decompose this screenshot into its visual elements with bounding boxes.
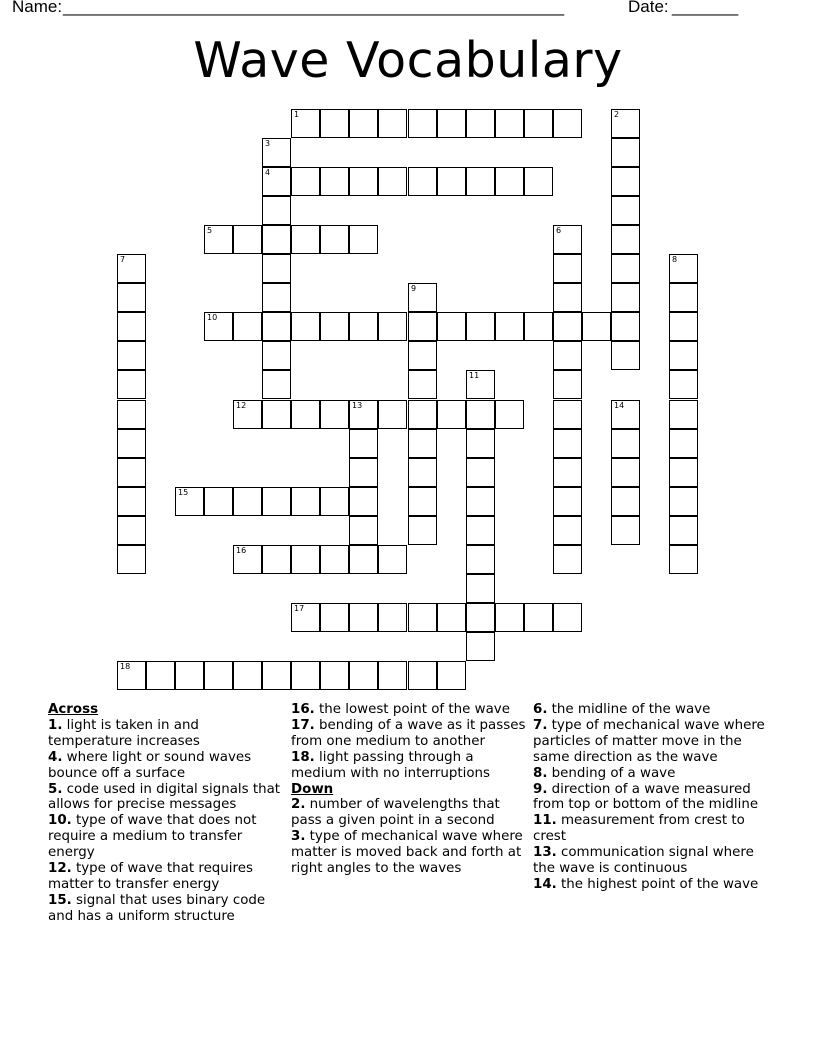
crossword-cell[interactable] [466,109,495,138]
crossword-cell[interactable] [262,312,291,341]
crossword-cell[interactable] [291,225,320,254]
down-heading: Down [291,781,334,797]
crossword-cell[interactable] [553,487,582,516]
clue-number: 11 [469,371,480,380]
crossword-cell[interactable] [408,109,437,138]
crossword-cell[interactable] [466,574,495,603]
crossword-cell[interactable] [524,312,553,341]
crossword-cell[interactable] [553,254,582,283]
clue-number: 12 [236,401,247,410]
crossword-cell[interactable] [378,109,407,138]
clue-across-12: 12. type of wave that requires matter to transfer energy [48,861,253,892]
crossword-cell[interactable] [408,283,437,312]
crossword-cell[interactable] [291,109,320,138]
crossword-cell[interactable] [466,167,495,196]
clues-column-3 [533,702,778,893]
crossword-cell[interactable] [320,109,349,138]
crossword-cell[interactable] [466,487,495,516]
crossword-cell[interactable] [553,312,582,341]
crossword-cell[interactable] [291,487,320,516]
clue-number: 9 [411,284,417,293]
crossword-cell[interactable] [553,458,582,487]
crossword-cell[interactable] [524,603,553,632]
clue-across-17: 17. bending of a wave as it passes from one medium to another [291,717,526,749]
crossword-cell[interactable] [611,487,640,516]
crossword-cell[interactable] [117,429,146,458]
crossword-cell[interactable] [378,603,407,632]
crossword-cell[interactable] [611,312,640,341]
crossword-cell[interactable] [117,254,146,283]
clue-number: 10 [207,313,218,322]
crossword-cell[interactable] [466,603,495,632]
crossword-cell[interactable] [611,341,640,370]
crossword-cell[interactable] [146,661,175,690]
crossword-cell[interactable] [495,603,524,632]
crossword-cell[interactable] [320,545,349,574]
crossword-cell[interactable] [437,400,466,429]
clue-down-2: 2. number of wavelengths that pass a given point in a second [291,797,500,829]
clue-down-3: 3. type of mechanical wave where matter is moved back and forth at right angles to the waves [291,829,523,877]
crossword-cell[interactable] [611,283,640,312]
crossword-cell[interactable] [262,341,291,370]
crossword-cell[interactable] [437,109,466,138]
crossword-cell[interactable] [262,661,291,690]
clue-across-18: 18. light passing through a medium with no interruptions [291,749,490,781]
crossword-cell[interactable] [349,545,378,574]
crossword-cell[interactable] [408,603,437,632]
crossword-cell[interactable] [378,545,407,574]
crossword-cell[interactable] [262,487,291,516]
crossword-cell[interactable] [408,458,437,487]
crossword-cell[interactable] [320,400,349,429]
clue-across-4: 4. where light or sound waves bounce off a surface [48,749,252,781]
crossword-cell[interactable] [408,312,437,341]
crossword-cell[interactable] [437,661,466,690]
crossword-cell[interactable] [233,225,262,254]
crossword-cell[interactable] [117,400,146,429]
clue-number: 17 [294,604,305,613]
clue-across-16: 16. the lowest point of the wave [291,702,510,717]
crossword-cell[interactable] [262,400,291,429]
name-label: Name: [12,0,63,16]
crossword-cell[interactable] [378,312,407,341]
crossword-cell[interactable] [349,429,378,458]
crossword-cell[interactable] [117,661,146,690]
crossword-cell[interactable] [378,661,407,690]
crossword-cell[interactable] [466,545,495,574]
clue-down-6: 6. the midline of the wave [533,702,711,717]
crossword-cell[interactable] [611,516,640,545]
crossword-cell[interactable] [291,400,320,429]
crossword-cell[interactable] [262,138,291,167]
crossword-cell[interactable] [408,167,437,196]
crossword-cell[interactable] [408,661,437,690]
crossword-cell[interactable] [524,109,553,138]
crossword-cell[interactable] [320,487,349,516]
crossword-cell[interactable] [262,545,291,574]
crossword-cell[interactable] [669,545,698,574]
crossword-cell[interactable] [349,458,378,487]
clue-number: 13 [352,401,363,410]
crossword-cell[interactable] [466,429,495,458]
clue-number: 16 [236,546,247,555]
crossword-cell[interactable] [553,283,582,312]
clue-across-10: 10. type of wave that does not require a medium to transfer energy [48,813,257,861]
clue-number: 14 [614,401,625,410]
crossword-cell[interactable] [378,400,407,429]
crossword-cell[interactable] [117,312,146,341]
crossword-cell[interactable] [611,225,640,254]
across-heading: Across [48,702,99,717]
crossword-cell[interactable] [349,516,378,545]
clue-number: 3 [265,139,271,148]
clue-number: 1 [294,110,300,119]
crossword-cell[interactable] [175,487,204,516]
crossword-cell[interactable] [117,487,146,516]
crossword-cell[interactable] [408,370,437,399]
crossword-cell[interactable] [611,254,640,283]
clue-down-9: 9. direction of a wave measured from top or bottom of the midline [533,781,759,813]
crossword-cell[interactable] [349,400,378,429]
crossword-cell[interactable] [466,312,495,341]
crossword-cell[interactable] [466,400,495,429]
crossword-cell[interactable] [117,341,146,370]
crossword-cell[interactable] [262,225,291,254]
crossword-cell[interactable] [669,487,698,516]
clue-down-11: 11. measurement from crest to crest [533,813,745,845]
crossword-cell[interactable] [291,312,320,341]
crossword-cell[interactable] [233,400,262,429]
crossword-cell[interactable] [204,225,233,254]
crossword-cell[interactable] [553,516,582,545]
crossword-cell[interactable] [553,603,582,632]
crossword-cell[interactable] [582,312,611,341]
crossword-cell[interactable] [204,661,233,690]
clues-column-2 [291,702,529,877]
crossword-cell[interactable] [117,283,146,312]
crossword-cell[interactable] [611,138,640,167]
crossword-cell[interactable] [466,370,495,399]
crossword-cell[interactable] [262,370,291,399]
crossword-cell[interactable] [408,429,437,458]
crossword-cell[interactable] [291,603,320,632]
clue-number: 7 [120,255,126,264]
crossword-cell[interactable] [553,109,582,138]
crossword-cell[interactable] [669,341,698,370]
crossword-cell[interactable] [437,603,466,632]
crossword-cell[interactable] [349,312,378,341]
crossword-cell[interactable] [408,400,437,429]
crossword-cell[interactable] [117,458,146,487]
clues-column-1 [48,702,286,925]
crossword-cell[interactable] [669,370,698,399]
crossword-cell[interactable] [320,225,349,254]
crossword-cell[interactable] [262,167,291,196]
crossword-cell[interactable] [437,167,466,196]
clue-number: 15 [178,488,189,497]
crossword-cell[interactable] [175,661,204,690]
date-label: Date: [628,0,669,16]
crossword-cell[interactable] [669,400,698,429]
clue-number: 18 [120,662,131,671]
crossword-cell[interactable] [495,109,524,138]
crossword-cell[interactable] [320,167,349,196]
crossword-cell[interactable] [262,254,291,283]
crossword-cell[interactable] [437,312,466,341]
crossword-cell[interactable] [291,545,320,574]
crossword-cell[interactable] [262,196,291,225]
crossword-cell[interactable] [117,370,146,399]
crossword-cell[interactable] [669,516,698,545]
crossword-cell[interactable] [553,341,582,370]
crossword-cell[interactable] [291,167,320,196]
crossword-cell[interactable] [553,429,582,458]
crossword-cell[interactable] [320,661,349,690]
crossword-cell[interactable] [611,109,640,138]
crossword-cell[interactable] [117,516,146,545]
crossword-cell[interactable] [233,487,262,516]
crossword-cell[interactable] [233,661,262,690]
crossword-cell[interactable] [320,312,349,341]
clue-number: 6 [556,226,562,235]
crossword-cell[interactable] [669,429,698,458]
name-line: _____________________________________________________ [63,0,565,16]
crossword-cell[interactable] [291,661,320,690]
clue-number: 2 [614,110,620,119]
crossword-cell[interactable] [553,225,582,254]
clue-down-8: 8. bending of a wave [533,765,676,781]
crossword-cell[interactable] [233,312,262,341]
crossword-cell[interactable] [233,545,262,574]
crossword-cell[interactable] [408,516,437,545]
crossword-cell[interactable] [262,283,291,312]
crossword-cell[interactable] [349,487,378,516]
clue-down-7: 7. type of mechanical wave where particles of matter move in the same direction as the wave [533,717,765,765]
crossword-cell[interactable] [611,458,640,487]
date-line: _______ [672,0,739,16]
clue-across-5: 5. code used in digital signals that allows for precise messages [48,781,281,813]
crossword-cell[interactable] [669,283,698,312]
crossword-cell[interactable] [495,312,524,341]
crossword-cell[interactable] [349,661,378,690]
crossword-cell[interactable] [320,603,349,632]
clue-across-15: 15. signal that uses binary code and has a uniform structure [48,892,266,924]
crossword-cell[interactable] [378,167,407,196]
crossword-cell[interactable] [611,167,640,196]
clue-down-14: 14. the highest point of the wave [533,876,759,892]
crossword-cell[interactable] [349,225,378,254]
crossword-cell[interactable] [495,167,524,196]
crossword-cell[interactable] [349,167,378,196]
crossword-cell[interactable] [349,603,378,632]
crossword-cell[interactable] [204,312,233,341]
crossword-cell[interactable] [524,167,553,196]
crossword-cell[interactable] [466,458,495,487]
crossword-cell[interactable] [553,370,582,399]
crossword-cell[interactable] [611,196,640,225]
crossword-cell[interactable] [466,632,495,661]
crossword-cell[interactable] [408,341,437,370]
crossword-cell[interactable] [408,487,437,516]
clue-across-1: 1. light is taken in and temperature increases [48,717,200,749]
clue-number: 4 [265,168,271,177]
crossword-cell[interactable] [349,109,378,138]
clue-number: 5 [207,226,213,235]
crossword-cell[interactable] [553,545,582,574]
crossword-cell[interactable] [495,400,524,429]
clue-down-13: 13. communication signal where the wave is continuous [533,845,754,877]
crossword-cell[interactable] [669,254,698,283]
crossword-cell[interactable] [466,516,495,545]
crossword-cell[interactable] [117,545,146,574]
crossword-cell[interactable] [611,400,640,429]
page-title: Wave Vocabulary [193,32,623,89]
crossword-cell[interactable] [611,429,640,458]
crossword-cell[interactable] [669,458,698,487]
clue-number: 8 [672,255,678,264]
crossword-cell[interactable] [669,312,698,341]
crossword-cell[interactable] [204,487,233,516]
crossword-cell[interactable] [553,400,582,429]
